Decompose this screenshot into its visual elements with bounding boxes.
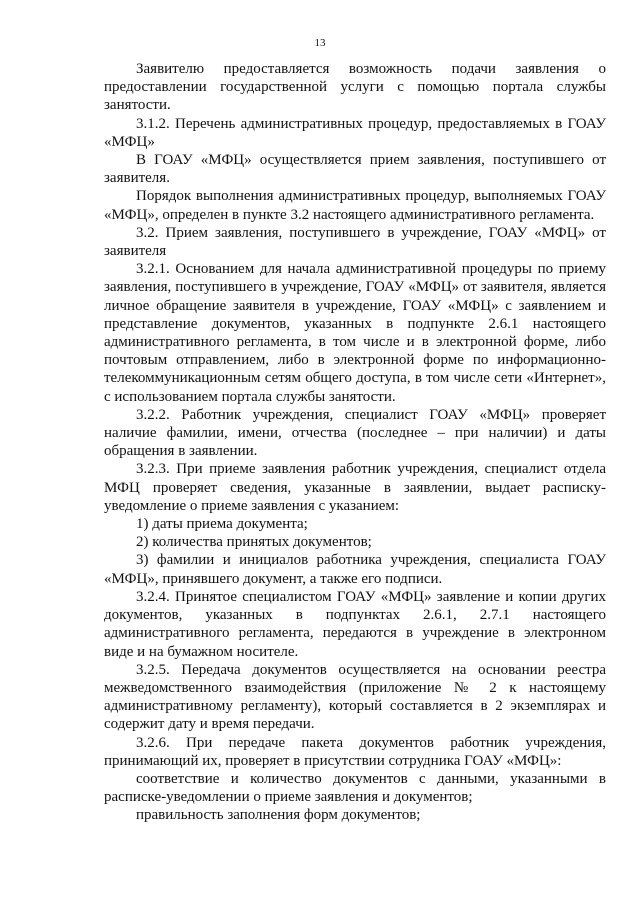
paragraph: 3.2.4. Принятое специалистом ГОАУ «МФЦ» заявление и копии других документов, указанных в подпунктах 2.6.1, 2.7.1 настоящего административного регламента, передаются в учреждение в электронном виде и на бумажном носителе.	[104, 588, 606, 660]
paragraph: 3.2.2. Работник учреждения, специалист ГОАУ «МФЦ» проверяет наличие фамилии, имени, отчества (последнее – при наличии) и даты обращения в заявлении.	[104, 406, 606, 460]
document-body	[104, 60, 606, 825]
list-item: 3) фамилии и инициалов работника учреждения, специалиста ГОАУ «МФЦ», принявшего документ, а также его подписи.	[104, 552, 606, 587]
paragraph: 3.2.6. При передаче пакета документов работник учреждения, принимающий их, проверяет в присутствии сотрудника ГОАУ «МФЦ»:	[104, 734, 606, 769]
list-item: 1) даты приема документа;	[136, 516, 308, 533]
paragraph: 3.2.5. Передача документов осуществляется на основании реестра межведомственного взаимодействия (приложение № 2 к настоящему административному регламенту), который составляется в 2 экземплярах и содержит дату и время передачи.	[104, 661, 606, 733]
paragraph: 3.2.1. Основанием для начала административной процедуры по приему заявления, поступившего в учреждение, ГОАУ «МФЦ» от заявителя, является личное обращение заявителя в учреждение, ГОАУ «МФЦ» с заявлением и представление документов, указанных в подпункте 2.6.1 настоящего административного регламента, в том числе и в электронной форме, либо почтовым отправлением, либо в электронной форме по информационно-телекоммуникационным сетям общего доступа, в том числе сети «Интернет», с использованием портала службы занятости.	[104, 261, 606, 405]
paragraph: В ГОАУ «МФЦ» осуществляется прием заявления, поступившего от заявителя.	[104, 152, 606, 187]
paragraph: Заявителю предоставляется возможность подачи заявления о предоставлении государственной услуги с помощью портала службы занятости.	[104, 61, 606, 114]
section-heading: 3.2. Прием заявления, поступившего в учреждение, ГОАУ «МФЦ» от заявителя	[104, 224, 606, 260]
section-heading: 3.1.2. Перечень административных процедур, предоставляемых в ГОАУ «МФЦ»	[104, 115, 606, 150]
paragraph: Порядок выполнения административных процедур, выполняемых ГОАУ «МФЦ», определен в пункте 3.2 настоящего административного регламента.	[104, 188, 606, 223]
paragraph: правильность заполнения форм документов;	[136, 807, 421, 824]
paragraph: соответствие и количество документов с данными, указанными в расписке-уведомлении о приеме заявления и документов;	[104, 770, 606, 806]
paragraph: 3.2.3. При приеме заявления работник учреждения, специалист отдела МФЦ проверяет сведения, указанные в заявлении, выдает расписку-уведомление о приеме заявления с указанием:	[104, 461, 606, 514]
page-number: 13	[314, 37, 326, 49]
list-item: 2) количества принятых документов;	[136, 534, 372, 551]
